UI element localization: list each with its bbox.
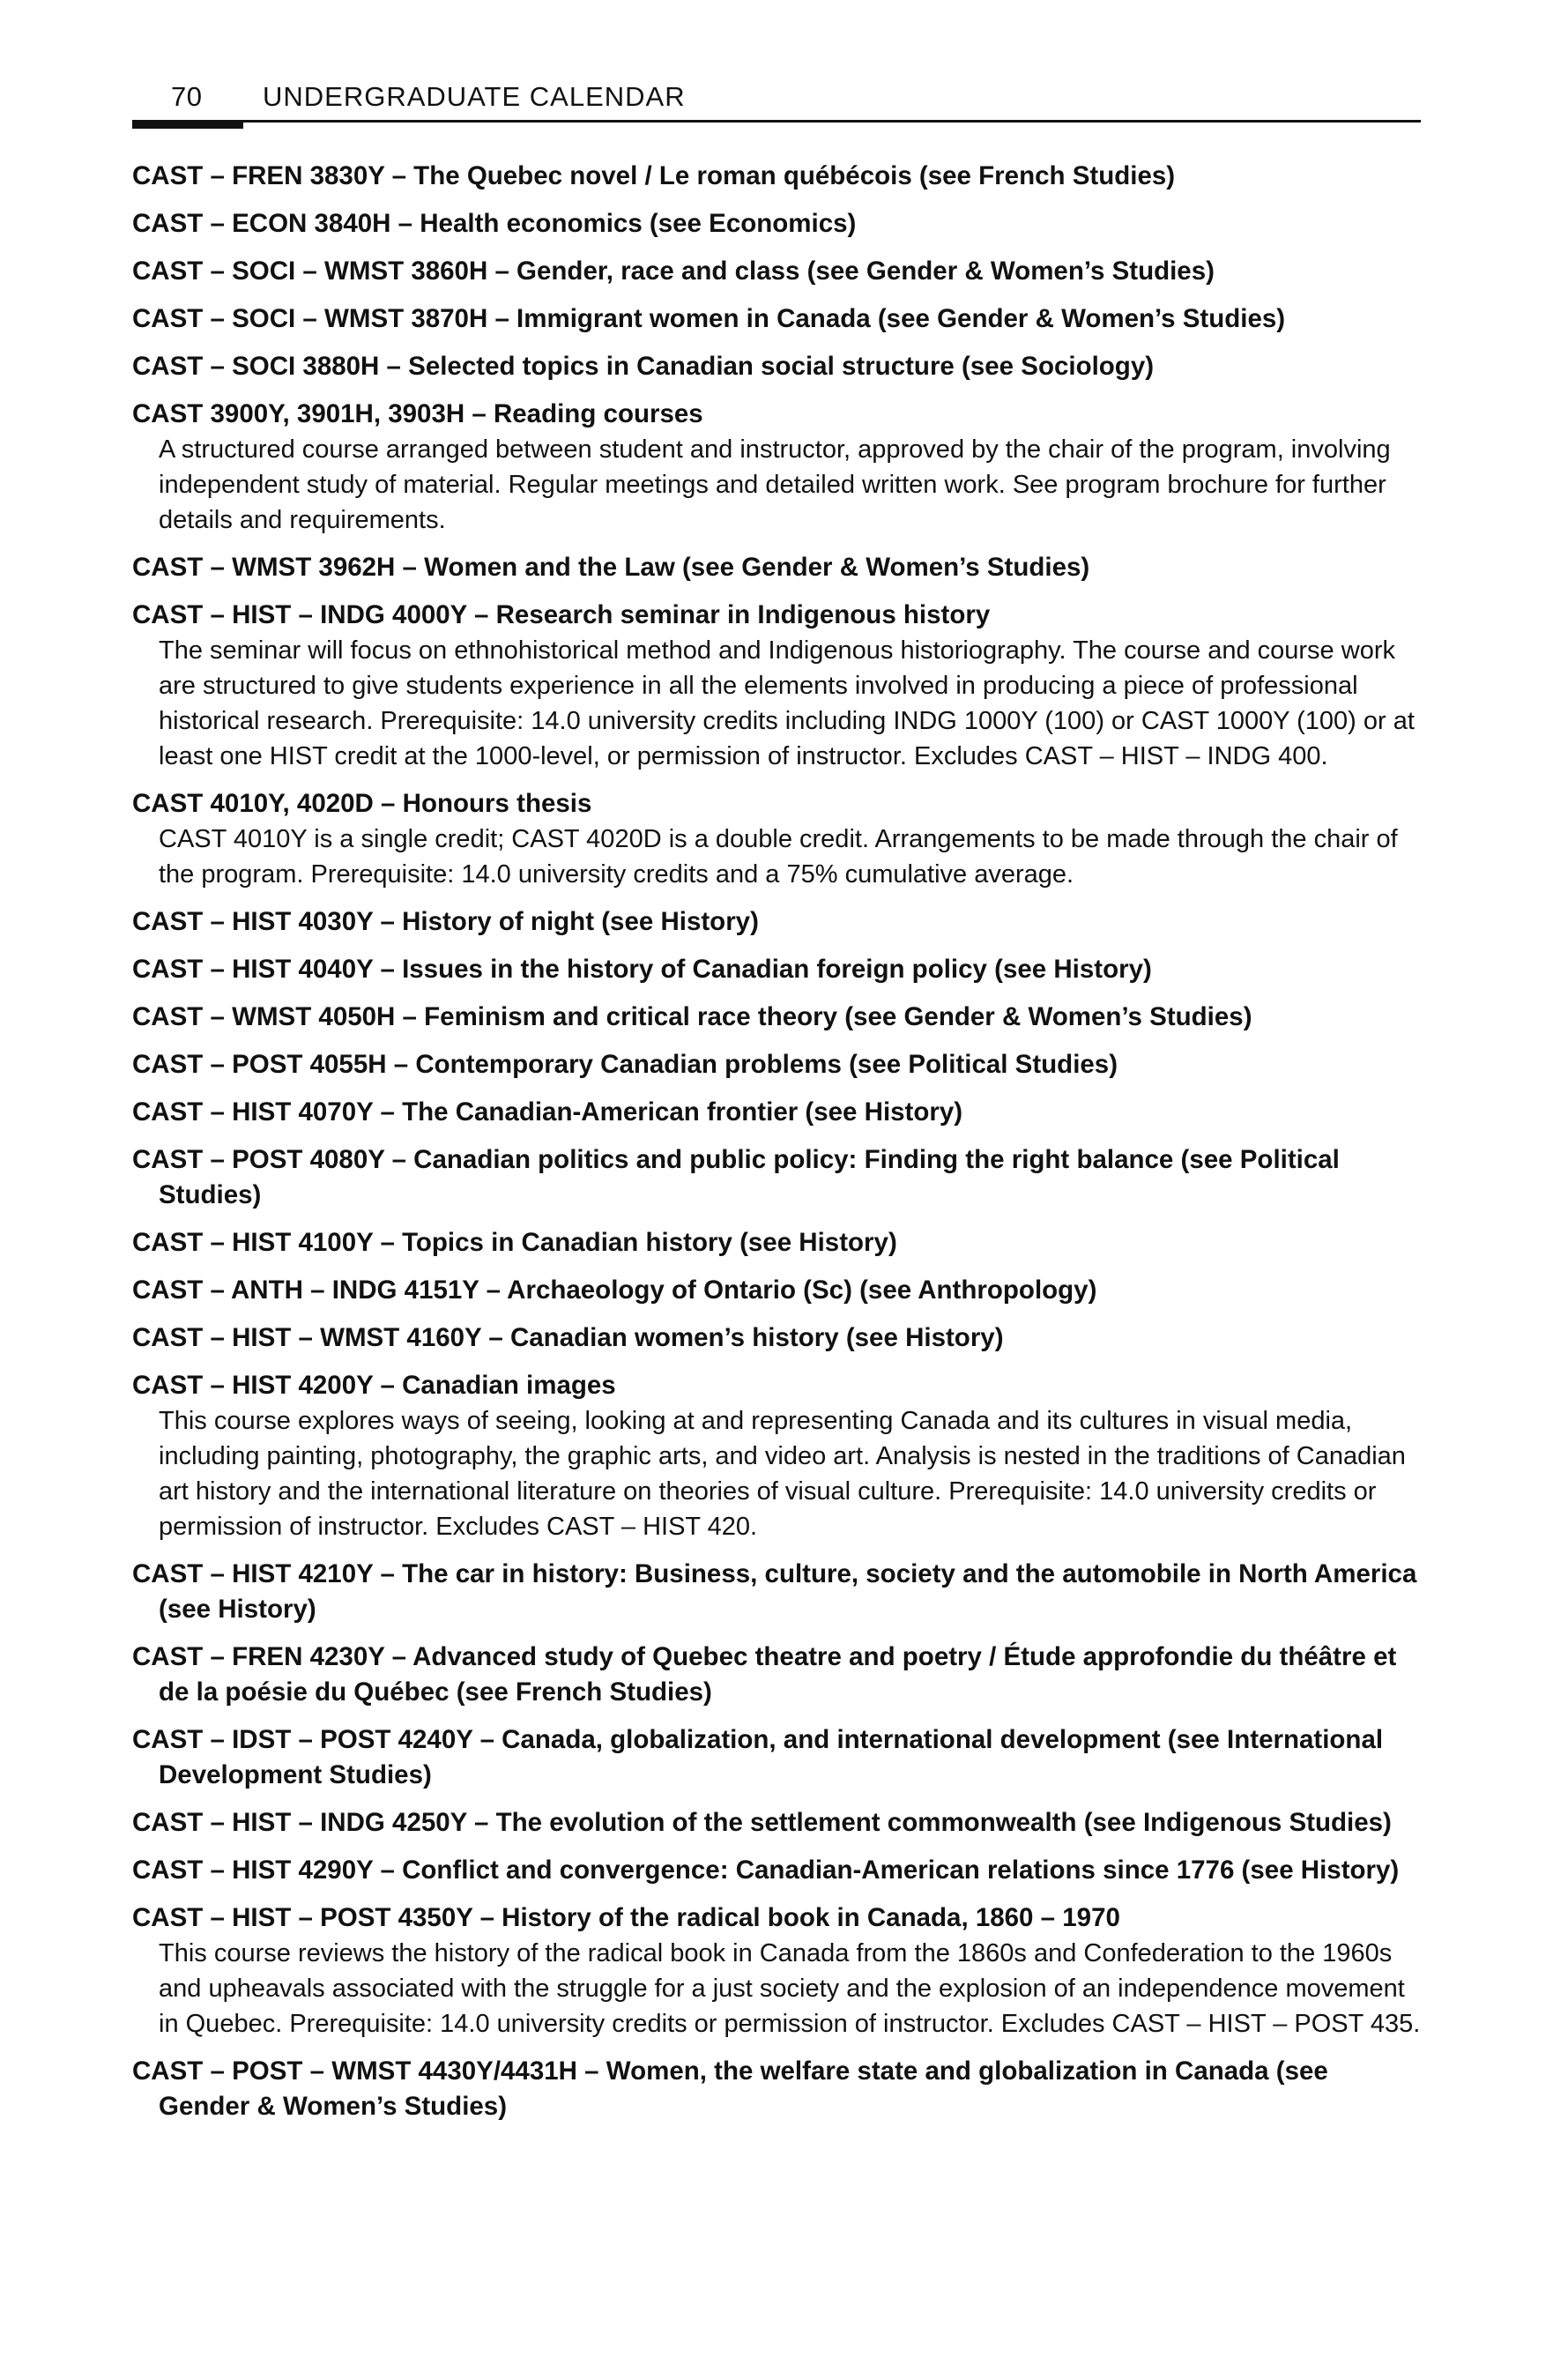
course-title: CAST – ECON 3840H – Health economics (see Economics) [132,209,857,238]
course-title: CAST – FREN 3830Y – The Quebec novel / Le roman québécois (see French Studies) [132,161,1176,190]
course-title: CAST – HIST 4290Y – Conflict and convergence: Canadian-American relations since 1776 (see History) [132,1856,1400,1885]
course-entry [132,254,1421,289]
course-entry [132,1722,1421,1793]
course-entry [132,786,1421,892]
course-title: CAST – HIST 4070Y – The Canadian-American frontier (see History) [132,1097,963,1127]
course-entry [132,206,1421,242]
course-entry [132,1557,1421,1627]
course-entry [132,1805,1421,1841]
course-entry [132,1095,1421,1130]
course-entry [132,1900,1421,2042]
course-entry [132,1142,1421,1213]
course-list [132,159,1421,2137]
course-entry [132,1368,1421,1544]
course-title: CAST – HIST – INDG 4000Y – Research seminar in Indigenous history [132,600,991,629]
course-entry [132,159,1421,194]
course-description: The seminar will focus on ethnohistorical method and Indigenous historiography. The course and course work are structured to give students experience in all the elements involved in producing a piece of professional historical research. Prerequisite: 14.0 university credits including INDG 1000Y (100) or CAST 1000Y (100) or at least one HIST credit at the 1000-level, or permission of instructor. Excludes CAST – HIST – INDG 400. [159,636,1415,770]
course-description: This course reviews the history of the radical book in Canada from the 1860s and Confederation to the 1960s and upheavals associated with the struggle for a just society and the explosion of an independence movement in Quebec. Prerequisite: 14.0 university credits or permission of instructor. Excludes CAST – HIST – POST 435. [159,1939,1421,2038]
running-head: UNDERGRADUATE CALENDAR [263,81,686,112]
course-entry [132,550,1421,585]
course-entry [132,1000,1421,1035]
course-description: CAST 4010Y is a single credit; CAST 4020D is a double credit. Arrangements to be made through the chair of the program. Prerequisite: 14.0 university credits and a 75% cumulative average. [159,825,1398,889]
course-title: CAST – HIST – POST 4350Y – History of the radical book in Canada, 1860 – 1970 [132,1903,1120,1932]
course-title: CAST – WMST 3962H – Women and the Law (see Gender & Women’s Studies) [132,553,1090,582]
course-title: CAST – POST 4080Y – Canadian politics and public policy: Finding the right balance (see Political Studies) [132,1145,1340,1209]
course-title: CAST – HIST 4200Y – Canadian images [132,1371,616,1400]
course-title: CAST – POST 4055H – Contemporary Canadian problems (see Political Studies) [132,1050,1118,1079]
course-title: CAST – HIST 4040Y – Issues in the history of Canadian foreign policy (see History) [132,955,1152,984]
course-entry [132,1320,1421,1356]
course-entry [132,301,1421,337]
course-title: CAST – HIST – WMST 4160Y – Canadian women’s history (see History) [132,1323,1004,1352]
course-entry [132,2054,1421,2124]
course-title: CAST – SOCI 3880H – Selected topics in Canadian social structure (see Sociology) [132,352,1155,381]
course-title: CAST – IDST – POST 4240Y – Canada, globalization, and international development (see International Development Studies) [132,1725,1384,1789]
course-entry [132,1853,1421,1888]
course-entry [132,397,1421,538]
course-title: CAST – HIST 4100Y – Topics in Canadian history (see History) [132,1228,897,1257]
course-title: CAST – HIST 4210Y – The car in history: Business, culture, society and the automobile in North America (see History) [132,1559,1417,1624]
course-entry [132,1225,1421,1261]
course-title: CAST – SOCI – WMST 3860H – Gender, race and class (see Gender & Women’s Studies) [132,257,1215,286]
course-entry [132,1047,1421,1082]
page-header [132,79,1421,129]
course-title: CAST – ANTH – INDG 4151Y – Archaeology of Ontario (Sc) (see Anthropology) [132,1276,1097,1305]
page-number: 70 [171,81,203,112]
course-title: CAST – HIST 4030Y – History of night (see History) [132,907,759,936]
course-title: CAST 4010Y, 4020D – Honours thesis [132,789,592,818]
course-entry [132,1640,1421,1710]
course-entry [132,349,1421,384]
header-rule [132,120,1421,123]
course-title: CAST – WMST 4050H – Feminism and critical race theory (see Gender & Women’s Studies) [132,1002,1252,1031]
course-title: CAST – HIST – INDG 4250Y – The evolution of the settlement commonwealth (see Indigenous Studies) [132,1808,1392,1837]
course-entry [132,952,1421,987]
course-title: CAST – SOCI – WMST 3870H – Immigrant women in Canada (see Gender & Women’s Studies) [132,304,1286,333]
course-entry [132,1273,1421,1308]
calendar-page [132,79,1421,2121]
course-title: CAST – FREN 4230Y – Advanced study of Quebec theatre and poetry / Étude approfondie du théâtre et de la poésie du Québec (see French Studies) [132,1642,1397,1707]
header-rule-accent [132,120,243,129]
course-description: A structured course arranged between student and instructor, approved by the chair of the program, involving independent study of material. Regular meetings and detailed written work. See program brochure for further details and requirements. [159,435,1391,534]
course-entry [132,904,1421,940]
course-description: This course explores ways of seeing, looking at and representing Canada and its cultures in visual media, including painting, photography, the graphic arts, and video art. Analysis is nested in the traditions of Canadian art history and the international literature on theories of visual culture. Prerequisite: 14.0 university credits or permission of instructor. Excludes CAST – HIST 420. [159,1407,1406,1541]
course-entry [132,598,1421,774]
course-title: CAST – POST – WMST 4430Y/4431H – Women, the welfare state and globalization in Canada (see Gender & Women’s Studies) [132,2056,1328,2121]
course-title: CAST 3900Y, 3901H, 3903H – Reading courses [132,399,703,428]
